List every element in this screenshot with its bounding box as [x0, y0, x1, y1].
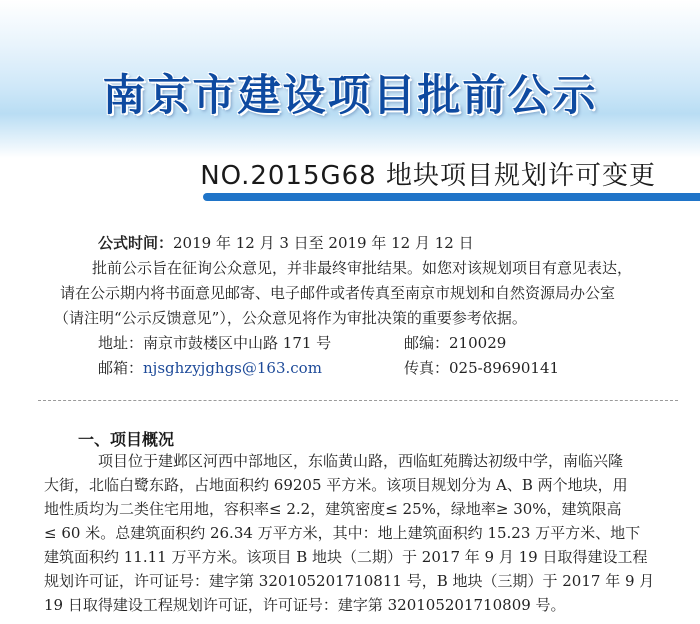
- overview-line: 建筑面积约 11.11 万平方米。该项目 B 地块（二期）于 2017 年 9 月 19 日取得建设工程: [44, 548, 648, 566]
- overview-line: 规划许可证，许可证号：建字第 320105201710811 号，B 地块（三期）于 2017 年 9 月: [44, 572, 655, 590]
- fax-row: [404, 359, 559, 377]
- section-heading-overview: 一、项目概况: [78, 430, 175, 449]
- overview-line: 大街，北临白鹭东路，占地面积约 69205 平方米。该项目规划分为 A、B 两个地块，用: [44, 476, 628, 494]
- postcode-value: 210029: [449, 334, 507, 352]
- email-row: [98, 359, 322, 377]
- subtitle-underline-bar: [203, 193, 700, 201]
- notice-line: 请在公示期内将书面意见邮寄、电子邮件或者传真至南京市规划和自然资源局办公室: [60, 284, 616, 302]
- postcode-row: [404, 334, 506, 352]
- notice-line: 批前公示旨在征询公众意见，并非最终审批结果。如您对该规划项目有意见表达，: [92, 259, 633, 277]
- publicity-time-value: 2019 年 12 月 3 日至 2019 年 12 月 12 日: [173, 234, 474, 252]
- address-label: 地址：: [98, 334, 144, 352]
- address-row: [98, 334, 331, 352]
- overview-line: 地性质均为二类住宅用地，容积率≤ 2.2，建筑密度≤ 25%，绿地率≥ 30%，建筑限高: [44, 500, 622, 518]
- page-subtitle: NO.2015G68 地块项目规划许可变更: [200, 161, 656, 191]
- publicity-time-label: 公式时间：: [98, 234, 174, 252]
- overview-line: 19 日取得建设工程规划许可证，许可证号：建字第 320105201710809 号。: [44, 596, 566, 614]
- page-title: 南京市建设项目批前公示: [102, 71, 598, 121]
- publicity-time-row: [98, 234, 474, 252]
- fax-label: 传真：: [404, 359, 450, 377]
- postcode-label: 邮编：: [404, 334, 450, 352]
- address-value: 南京市鼓楼区中山路 171 号: [143, 334, 332, 352]
- overview-line: 项目位于建邺区河西中部地区，东临黄山路，西临虹苑腾达初级中学，南临兴隆: [98, 452, 624, 470]
- fax-value: 025-89690141: [449, 359, 560, 377]
- section-divider: [38, 400, 678, 401]
- email-link[interactable]: njsghzyjghgs@163.com: [143, 359, 322, 377]
- overview-line: ≤ 60 米。总建筑面积约 26.34 万平方米，其中：地上建筑面积约 15.23 万平方米、地下: [44, 524, 641, 542]
- notice-line: （请注明“公示反馈意见”），公众意见将作为审批决策的重要参考依据。: [54, 309, 527, 327]
- email-label: 邮箱：: [98, 359, 144, 377]
